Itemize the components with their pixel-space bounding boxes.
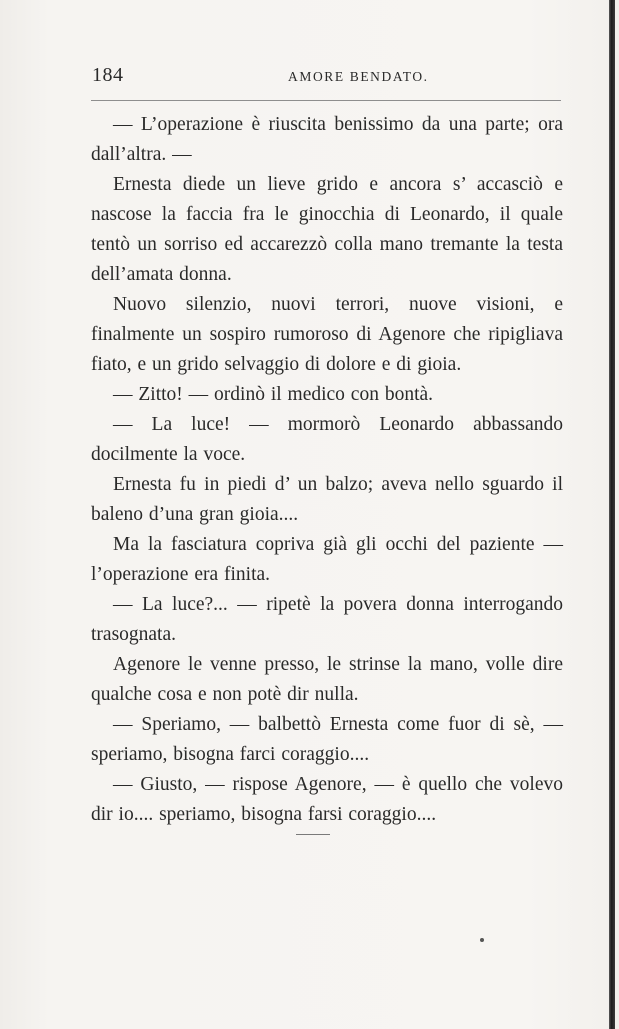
page-edge-shadow [609, 0, 615, 1029]
body-text [91, 110, 563, 830]
running-title: AMORE BENDATO. [288, 69, 429, 84]
paragraph: — Zitto! — ordinò il medico con bontà. [113, 384, 434, 405]
page-number: 184 [92, 64, 124, 86]
paragraph: Ernesta diede un lieve grido e ancora s’ accasciò e nascose la faccia fra le ginocchia di Leonardo, il quale tentò un sorriso ed accarezzò colla mano tremante la testa dell’amata donna. [91, 174, 563, 285]
paragraph: Ernesta fu in piedi d’ un balzo; aveva nello sguardo il baleno d’una gran gioia.... [91, 474, 563, 525]
section-end-rule [296, 834, 330, 835]
header-rule [91, 100, 561, 101]
paragraph: — Giusto, — rispose Agenore, — è quello che volevo dir io.... speriamo, bisogna farsi coraggio.... [91, 774, 563, 825]
paragraph: Ma la fasciatura copriva già gli occhi del paziente — l’operazione era finita. [91, 534, 563, 585]
paragraph: — Speriamo, — balbettò Ernesta come fuor di sè, — speriamo, bisogna farci coraggio.... [91, 714, 563, 765]
paragraph: Agenore le venne presso, le strinse la mano, volle dire qualche cosa e non potè dir nulla. [91, 654, 563, 705]
paragraph: — L’operazione è riuscita benissimo da una parte; ora dall’altra. — [91, 114, 563, 165]
paragraph: Nuovo silenzio, nuovi terrori, nuove visioni, e finalmente un sospiro rumoroso di Agenore che ripigliava fiato, e un grido selvaggio di dolore e di gioia. [91, 294, 563, 375]
page-header [92, 62, 562, 92]
paper-speck [480, 938, 484, 942]
paragraph: — La luce! — mormorò Leonardo abbassando docilmente la voce. [91, 414, 563, 465]
paragraph: — La luce?... — ripetè la povera donna interrogando trasognata. [91, 594, 563, 645]
